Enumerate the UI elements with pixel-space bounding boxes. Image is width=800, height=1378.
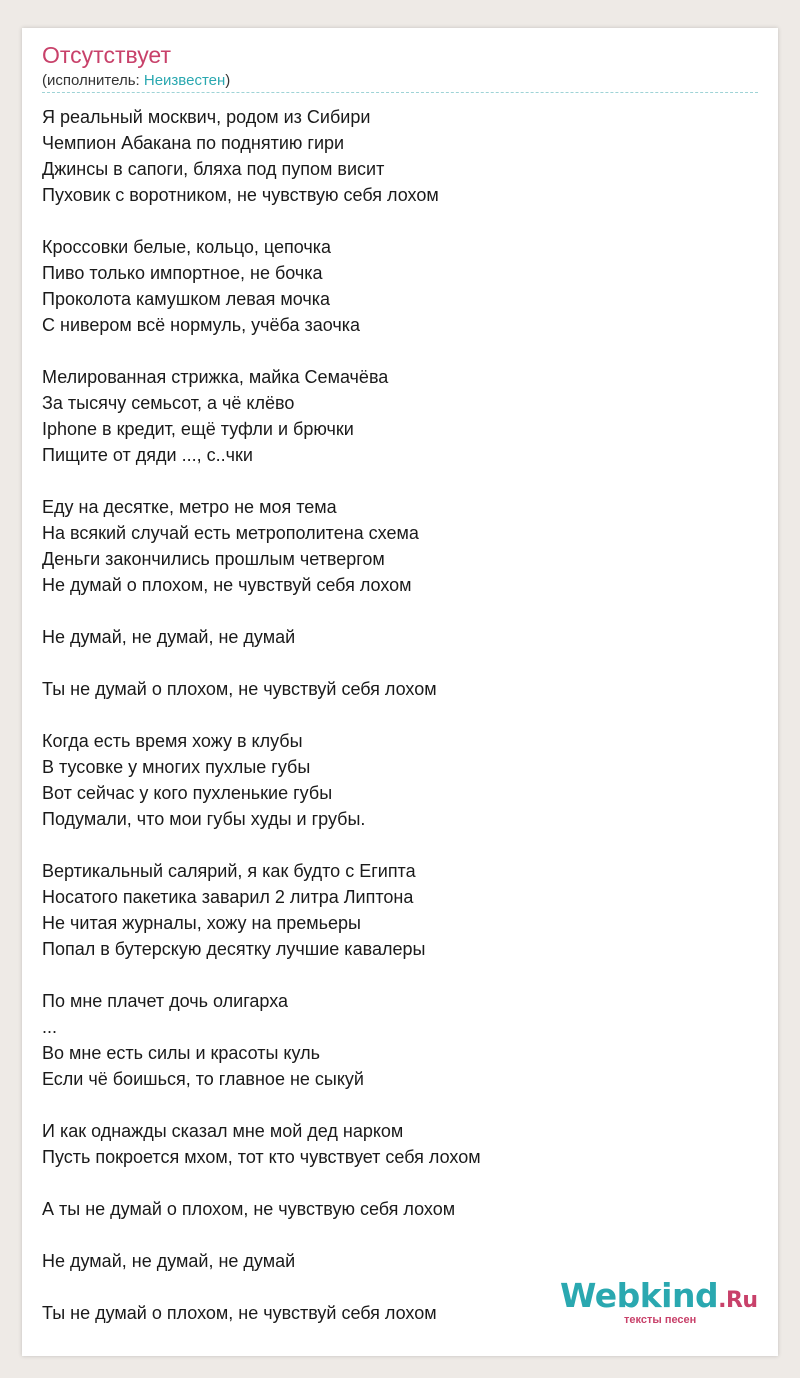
logo-tld: .Ru [718, 1288, 758, 1313]
stanza [42, 676, 762, 702]
webkind-logo[interactable] [560, 1276, 760, 1324]
artist-link[interactable]: Неизвестен [143, 72, 226, 89]
stanza [42, 1248, 762, 1274]
artist-suffix: ) [225, 72, 231, 89]
stanza [42, 364, 762, 468]
song-title: Отсутствует [42, 42, 171, 68]
stanza [42, 104, 762, 208]
lyric-line: Носатого пакетика заварил 2 литра Липтона [42, 887, 414, 907]
lyric-line: Если чё боишься, то главное не сыкуй [42, 1069, 364, 1089]
lyrics-text [42, 104, 762, 1352]
lyric-line: Чемпион Абакана по поднятию гири [42, 133, 345, 153]
artist-prefix: (исполнитель: [42, 72, 144, 89]
lyric-line: Не думай, не думай, не думай [42, 1251, 296, 1271]
lyric-line: Деньги закончились прошлым четвергом [42, 549, 385, 569]
stanza [42, 858, 762, 962]
lyric-line: Вот сейчас у кого пухленькие губы [42, 783, 333, 803]
stanza [42, 1118, 762, 1170]
stanza [42, 494, 762, 598]
stanza [42, 624, 762, 650]
lyric-line: Не читая журналы, хожу на премьеры [42, 913, 361, 933]
lyric-line: Джинсы в сапоги, бляха под пупом висит [42, 159, 385, 179]
title-divider [42, 92, 758, 93]
lyric-line: Пусть покроется мхом, тот кто чувствует себя лохом [42, 1147, 481, 1167]
lyric-line: Ты не думай о плохом, не чувствуй себя лохом [42, 1303, 437, 1323]
lyric-line: А ты не думай о плохом, не чувствую себя лохом [42, 1199, 456, 1219]
lyric-line: Кроссовки белые, кольцо, цепочка [42, 237, 332, 257]
logo-tagline: тексты песен [624, 1314, 697, 1326]
logo-wordmark [560, 1276, 758, 1315]
lyric-line: В тусовке у многих пухлые губы [42, 757, 311, 777]
stanza [42, 988, 762, 1092]
lyric-line: Мелированная стрижка, майка Семачёва [42, 367, 389, 387]
lyric-line: Вертикальный салярий, я как будто с Египта [42, 861, 416, 881]
lyric-line: Проколота камушком левая мочка [42, 289, 331, 309]
lyric-line: Ты не думай о плохом, не чувствуй себя лохом [42, 679, 437, 699]
logo-name: Webkind [560, 1276, 719, 1315]
lyric-line: Пиво только импортное, не бочка [42, 263, 323, 283]
lyric-line: Во мне есть силы и красоты куль [42, 1043, 320, 1063]
lyric-line: Когда есть время хожу в клубы [42, 731, 303, 751]
lyric-line: С нивером всё нормуль, учёба заочка [42, 315, 360, 335]
lyric-line: Попал в бутерскую десятку лучшие кавалеры [42, 939, 426, 959]
lyric-line: Не думай, не думай, не думай [42, 627, 296, 647]
lyric-line: За тысячу семьсот, а чё клёво [42, 393, 295, 413]
lyric-line: Пуховик с воротником, не чувствую себя лохом [42, 185, 439, 205]
stanza [42, 234, 762, 338]
lyric-line: Не думай о плохом, не чувствуй себя лохом [42, 575, 412, 595]
lyric-line: На всякий случай есть метрополитена схема [42, 523, 419, 543]
stanza [42, 1196, 762, 1222]
lyric-line: Я реальный москвич, родом из Сибири [42, 107, 371, 127]
lyric-line: По мне плачет дочь олигарха [42, 991, 289, 1011]
lyric-line: ... [42, 1017, 58, 1037]
stanza [42, 728, 762, 832]
lyric-line: И как однажды сказал мне мой дед нарком [42, 1121, 404, 1141]
lyric-line: Подумали, что мои губы худы и грубы. [42, 809, 366, 829]
lyric-line: Iphone в кредит, ещё туфли и брючки [42, 419, 354, 439]
artist-line [42, 72, 230, 89]
lyric-line: Пищите от дяди ..., с..чки [42, 445, 253, 465]
lyric-line: Еду на десятке, метро не моя тема [42, 497, 337, 517]
lyrics-card [22, 28, 778, 1356]
